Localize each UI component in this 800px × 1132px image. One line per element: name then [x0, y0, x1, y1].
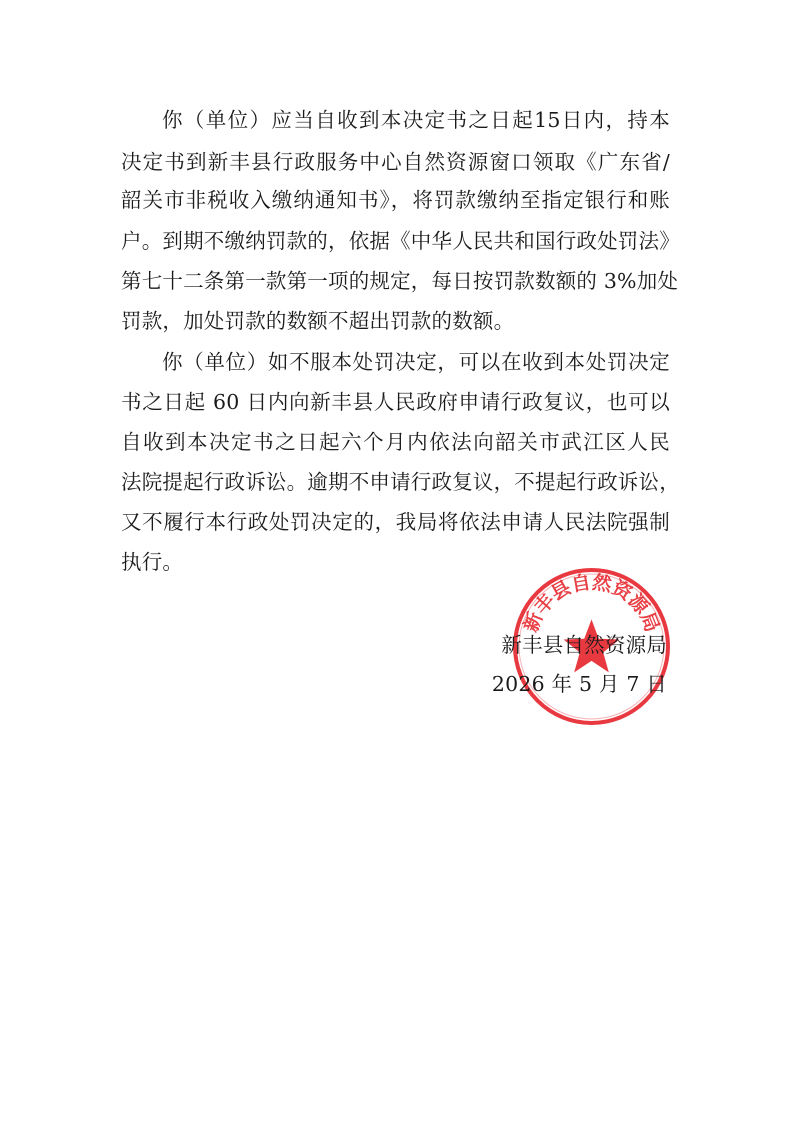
paragraph-1-line-4: 户。到期不缴纳罚款的，依据《中华人民共和国行政处罚法》 — [121, 229, 680, 253]
paragraph-2-line-1: 你（单位）如不服本处罚决定，可以在收到本处罚决定 — [162, 350, 670, 374]
paragraph-2-line-2: 书之日起 60 日内向新丰县人民政府申请行政复议，也可以 — [121, 390, 670, 414]
paragraph-2-line-3: 自收到本决定书之日起六个月内依法向韶关市武江区人民 — [121, 430, 670, 454]
paragraph-2-line-5: 又不履行本行政处罚决定的，我局将依法申请人民法院强制 — [121, 510, 670, 534]
issuer-name: 新丰县自然资源局 — [501, 633, 667, 657]
paragraph-1-line-3: 韶关市非税收入缴纳通知书》，将罚款缴纳至指定银行和账 — [121, 188, 670, 212]
paragraph-1-line-2: 决定书到新丰县行政服务中心自然资源窗口领取《广东省/ — [121, 150, 670, 174]
paragraph-2-line-6: 执行。 — [121, 550, 184, 574]
issue-date: 2026 年 5 月 7 日 — [491, 672, 667, 696]
paragraph-1-line-6: 罚款，加处罚款的数额不超出罚款的数额。 — [121, 309, 515, 333]
paragraph-1-line-1: 你（单位）应当自收到本决定书之日起15日内，持本 — [162, 108, 670, 132]
paragraph-1-line-5: 第七十二条第一款第一项的规定，每日按罚款数额的 3%加处 — [121, 269, 679, 293]
seal-lettering: 新丰县自然资源局 — [518, 570, 665, 636]
paragraph-2-line-4: 法院提起行政诉讼。逾期不申请行政复议，不提起行政诉讼， — [121, 470, 680, 494]
